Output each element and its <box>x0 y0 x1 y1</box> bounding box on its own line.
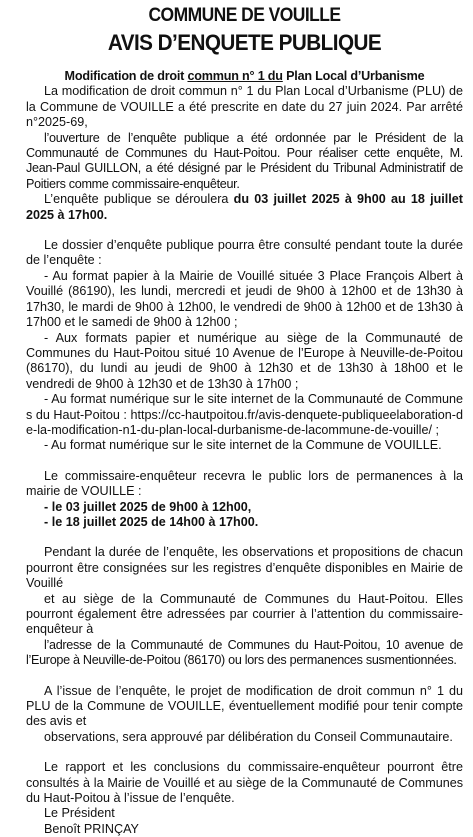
subtitle-pre: Modification de droit <box>64 69 188 83</box>
spacer <box>26 669 463 684</box>
notice-subtitle <box>26 69 463 84</box>
spacer <box>26 223 463 238</box>
spacer <box>26 530 463 545</box>
signature-name: Benoît PRINÇAY <box>44 821 139 836</box>
consultation-item-paper-digital: - Aux formats papier et numérique au siège de la Communauté de Communes du Haut-Poitou situé 10 Avenue de l’Europe à Neuville-de-Poitou (86170), du lundi au jeudi de 9h00 à 12h30 et de 13h30 à 18h00 et le vendredi de 9h00 à 12h30 et de 13h30 à 17h00 ; <box>26 330 463 391</box>
permanence-date-2: - le 18 juillet 2025 de 14h00 à 17h00. <box>44 514 259 529</box>
consultation-item-website-commune: - Au format numérique sur le site internet de la Commune de VOUILLE. <box>44 438 442 453</box>
spacer <box>26 745 463 760</box>
notice-title: AVIS D’ENQUETE PUBLIQUE <box>107 30 382 55</box>
consultation-item-website-cc: - Au format numérique sur le site internet de la Communauté de Communes du Haut-Poitou : https://cc-hautpoitou.fr/avis-denquete-publiqueelaboration-de-la-modification-n1-du-plan-local-durbanisme-de-lacommune-de-vouille/ ; <box>26 392 463 437</box>
consultation-lead: Le dossier d’enquête publique pourra être consulté pendant toute la durée de l’enquête : <box>26 238 463 268</box>
observations-paragraph-2: et au siège de la Communauté de Communes du Haut-Poitou. Elles pourront également être adressées par courrier à l’attention du commissaire-enquêteur à <box>26 591 463 637</box>
subtitle-post: Plan Local d’Urbanisme <box>282 69 425 83</box>
consultation-item-paper: - Au format papier à la Mairie de Vouillé située 3 Place François Albert à Vouillé (86190), les lundi, mercredi et jeudi de 9h00 à 12h00 et de 13h30 à 17h30, le mardi de 9h00 à 12h00, le vendredi de 9h00 à 12h00 et de 13h30 à 17h00 et le samedi de 9h00 à 12h00 ; <box>26 268 463 330</box>
observations-paragraph-3: l’adresse de la Communauté de Communes du Haut-Poitou, 10 avenue de l’Europe à Neuville-de-Poitou (86170) ou lors des permanences susmentionnées. <box>26 637 463 668</box>
report-paragraph: Le rapport et les conclusions du commissaire-enquêteur pourront être consultés à la Mairie de Vouillé et au siège de la Communauté de Communes du Haut-Poitou à l’issue de l’enquête. <box>26 760 463 806</box>
permanences-lead: Le commissaire-enquêteur recevra le public lors de permanences à la mairie de VOUILLE : <box>26 468 463 499</box>
spacer <box>26 454 463 469</box>
enquiry-dates-lead: L’enquête publique se déroulera <box>44 192 234 207</box>
intro-paragraph-2: l’ouverture de l’enquête publique a été ordonnée par le Président de la Communauté de Communes du Haut-Poitou. Pour réaliser cette enquête, M. Jean-Paul GUILLON, a été désigné par le Président du Tribunal Administratif de Poitiers comme commissaire-enquêteur. <box>26 130 463 191</box>
signature-role: Le Président <box>44 806 115 821</box>
enquiry-dates: du 03 juillet 2025 à 9h00 au 18 juillet 2025 à 17h00. <box>26 192 463 222</box>
approval-paragraph-1: A l’issue de l’enquête, le projet de modification de droit commun n° 1 du PLU de la Commune de VOUILLE, éventuellement modifié pour tenir compte des avis et <box>26 683 463 729</box>
intro-paragraph-3 <box>26 192 463 223</box>
intro-paragraph-1: La modification de droit commun n° 1 du Plan Local d’Urbanisme (PLU) de la Commune de VOUILLE a été prescrite en date du 27 juin 2024. Par arrêté n°2025-69, <box>26 84 463 130</box>
permanence-date-1: - le 03 juillet 2025 de 9h00 à 12h00, <box>44 499 252 514</box>
approval-paragraph-2: observations, sera approuvé par délibération du Conseil Communautaire. <box>44 729 453 744</box>
subtitle-underlined: commun n° 1 du <box>187 69 283 83</box>
commune-heading: COMMUNE DE VOUILLE <box>148 5 341 26</box>
observations-paragraph-1: Pendant la durée de l’enquête, les observations et propositions de chacun pourront être consignées sur les registres d’enquête disponibles en Mairie de Vouillé <box>26 545 463 591</box>
